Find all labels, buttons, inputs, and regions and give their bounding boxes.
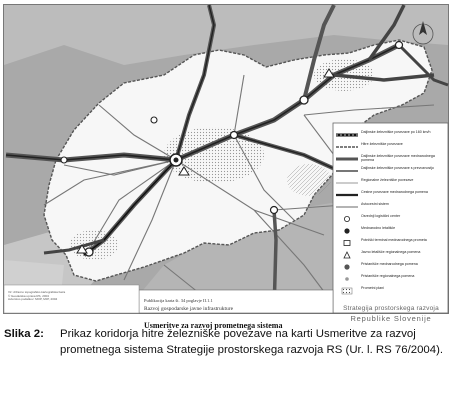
- legend-item: [336, 190, 448, 201]
- rail-highspeed-icon: [336, 132, 358, 138]
- road-intl-icon: [336, 192, 358, 198]
- legend-label: Potniški terminal mednarodnega prometa: [361, 238, 427, 242]
- legend-item: [336, 214, 448, 225]
- airport-icon: [336, 228, 358, 234]
- strategy-title: Strategija prostorskega razvoja: [343, 305, 439, 312]
- road-icon: [336, 204, 358, 210]
- legend-label: Cestne povezave mednarodnega pomena: [361, 190, 428, 194]
- rail-regional-icon: [336, 168, 358, 174]
- legend-label: Pristanišče regionalnega pomena: [361, 274, 415, 278]
- legend-label: Javno letališče regionalnega pomena: [361, 250, 421, 254]
- legend-label: Regionalne železniške povezave: [361, 178, 414, 182]
- rail-fast-icon: [336, 144, 358, 150]
- legend-item: [336, 178, 448, 189]
- legend-item: [336, 286, 448, 297]
- north-arrow-icon: [408, 19, 438, 49]
- node-ljubljana-core: [174, 158, 179, 163]
- legend-label: Mednarodno letališče: [361, 226, 396, 230]
- legend-label: Pristanišče mednarodnega pomena: [361, 262, 418, 266]
- node-kranj: [151, 117, 157, 123]
- legend-label: Daljinske železniške povezave po 160 km/h: [361, 130, 431, 134]
- legend-item: [336, 238, 448, 249]
- legend-label: Osrednji logistični center: [361, 214, 401, 218]
- rail-intl-icon: [336, 156, 358, 162]
- grid-icon: [336, 288, 358, 294]
- legend-item: [336, 250, 448, 261]
- map-publication-note: Publikacija karta št. 34 poglavje II.1.1: [144, 298, 213, 303]
- hatched-area-south: [287, 164, 331, 196]
- node-celje: [231, 132, 238, 139]
- legend-item: [336, 142, 448, 153]
- node-maribor: [300, 96, 308, 104]
- rail-local-icon: [336, 180, 358, 186]
- legend-label: Prometni plani: [361, 286, 384, 290]
- strategy-block: [334, 305, 448, 327]
- legend-item: [336, 226, 448, 237]
- legend-item: [336, 166, 448, 177]
- legend-item: [336, 262, 448, 273]
- legend-item: [336, 154, 448, 165]
- caption-label: Slika 2:: [4, 328, 44, 340]
- footnote-line: Avtorstvo podatkov: MOP, MzP, 2004: [8, 297, 58, 302]
- node-nova-gorica: [61, 157, 67, 163]
- footnote-line: Vir: državno topografsko kartografska baza: [8, 290, 66, 294]
- node-novo-mesto: [271, 207, 278, 214]
- circle-icon: [336, 216, 358, 222]
- strategy-country: Republike Slovenije: [350, 314, 432, 323]
- map-frame: [3, 4, 449, 330]
- map-title-block: [144, 297, 334, 330]
- legend-label: Daljinske železniške povezave s prevoznostjo: [361, 166, 434, 170]
- footnote-line: © Geodetska uprava RS, 2004: [8, 293, 49, 298]
- map-legend: [336, 130, 448, 302]
- port-icon: [336, 264, 358, 270]
- legend-item: [336, 274, 448, 285]
- map-title: Usmeritve za razvoj prometnega sistema: [144, 321, 283, 330]
- legend-item: [336, 130, 448, 141]
- legend-label: Avtocestni sistem: [361, 202, 389, 206]
- map-subtitle: Razvoj gospodarske javne infrastrukture: [144, 306, 234, 312]
- legend-label: Hitre železniške povezave: [361, 142, 403, 146]
- caption-text: Prikaz koridorja hitre železniške povezave na karti Usmeritve za razvoj prometnega sistema Strategije prostorskega razvoja RS (Ur. l. RS 76/2004).: [60, 328, 444, 356]
- terminal-icon: [336, 240, 358, 246]
- node-murska-sobota: [396, 42, 403, 49]
- port-small-icon: [336, 276, 358, 282]
- map-footnotes: [8, 291, 138, 302]
- triangle-icon: [336, 252, 358, 258]
- legend-item: [336, 202, 448, 213]
- legend-label: Daljinske železniške povezave mednarodnega pomena: [361, 154, 435, 163]
